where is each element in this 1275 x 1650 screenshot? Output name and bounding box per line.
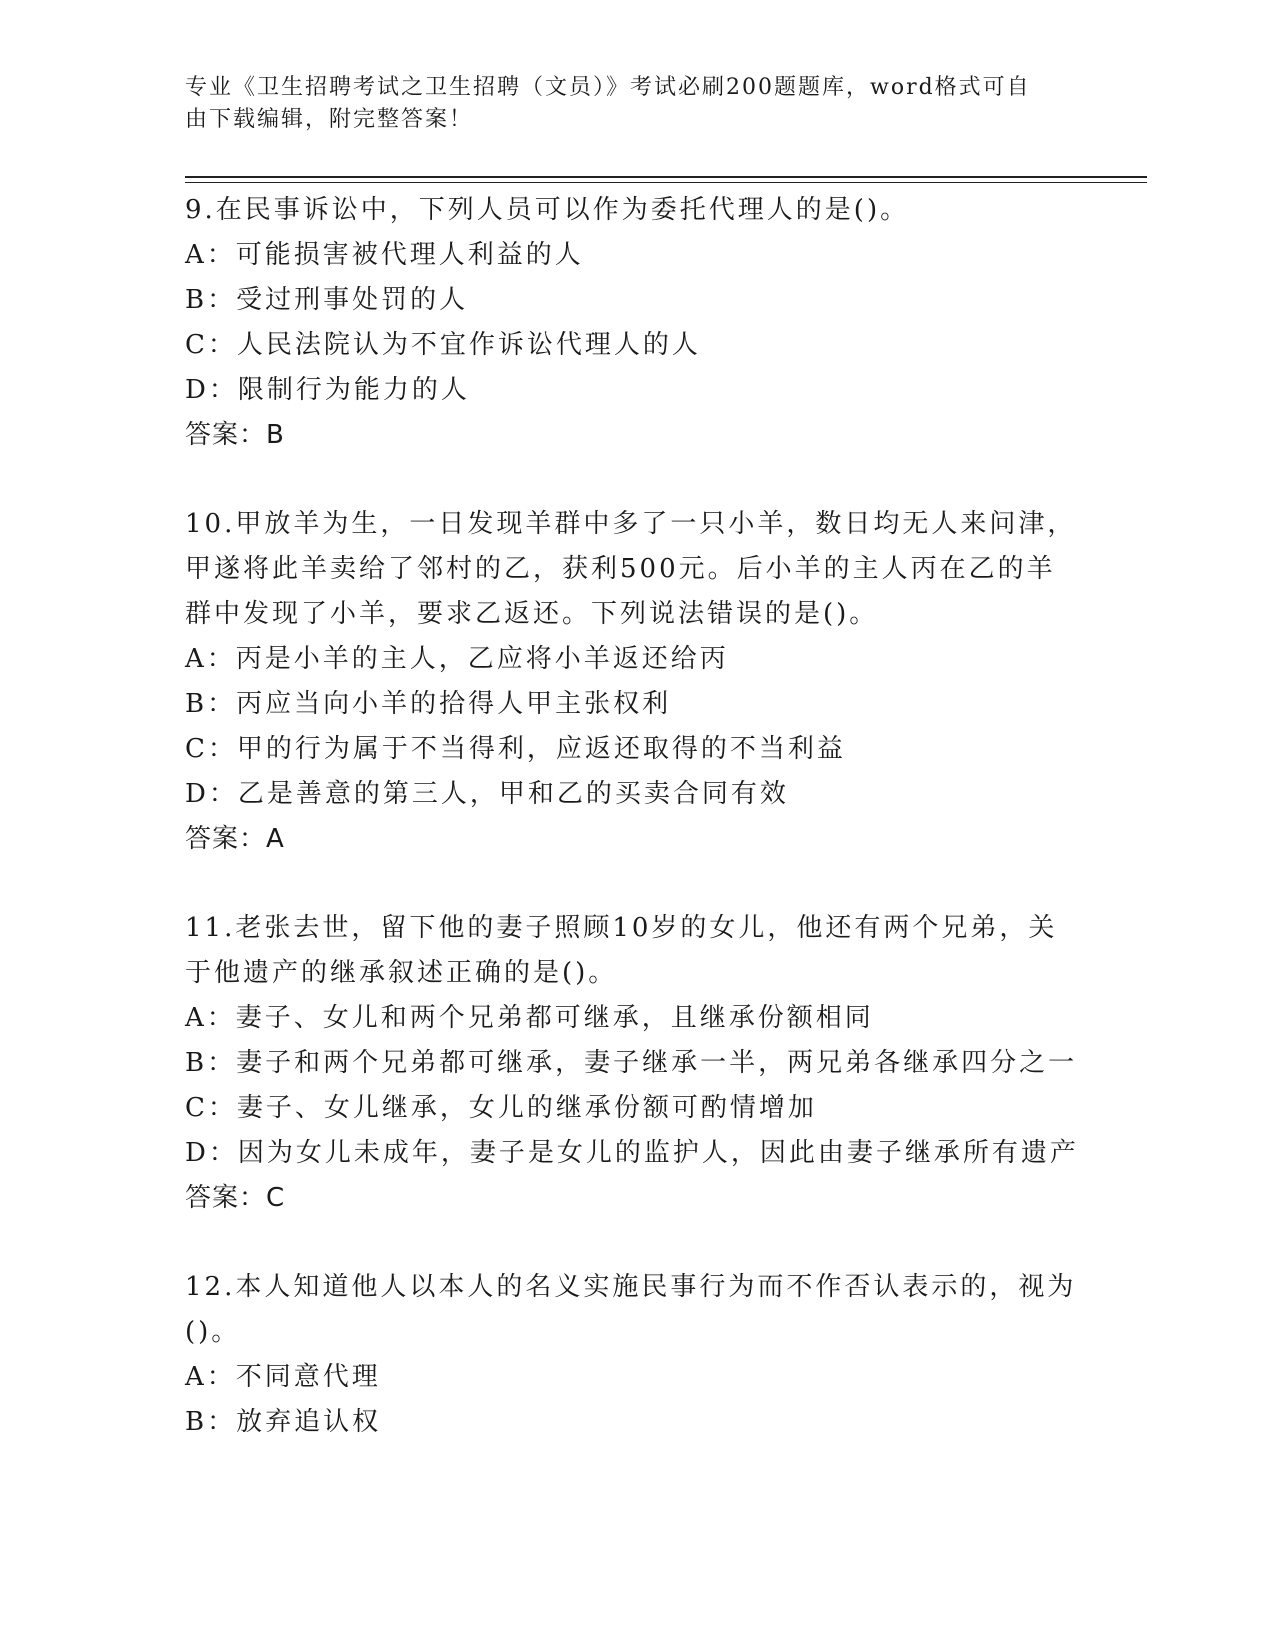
option-a: A：妻子、女儿和两个兄弟都可继承，且继承份额相同 [185,1003,874,1033]
question-text-line-1: 12.本人知道他人以本人的名义实施民事行为而不作否认表示的，视为 [185,1272,1077,1302]
questions-list [185,188,1085,1489]
question-9 [185,188,1085,458]
option-b: B：丙应当向小羊的拾得人甲主张权利 [185,689,672,719]
question-text-line-2: ()。 [185,1317,241,1347]
header-title-line-2: 由下载编辑，附完整答案！ [185,107,474,132]
option-b: B：放弃追认权 [185,1407,382,1437]
question-text-line-1: 11.老张去世，留下他的妻子照顾10岁的女儿，他还有两个兄弟，关 [185,913,1058,943]
option-c: C：甲的行为属于不当得利，应返还取得的不当利益 [185,734,846,764]
option-b: B：妻子和两个兄弟都可继承，妻子继承一半，两兄弟各继承四分之一 [185,1048,1078,1078]
question-text-line-2: 甲遂将此羊卖给了邻村的乙，获利500元。后小羊的主人丙在乙的羊 [185,554,1056,584]
header-rule-thin [185,182,1147,183]
header-title-line-1: 专业《卫生招聘考试之卫生招聘（文员）》考试必刷200题题库，word格式可自 [185,75,1031,100]
option-a: A：不同意代理 [185,1362,381,1392]
question-text: 9.在民事诉讼中，下列人员可以作为委托代理人的是()。 [185,195,910,225]
answer: 答案：A [185,824,285,854]
document-header [185,72,1065,136]
question-text-line-1: 10.甲放羊为生，一日发现羊群中多了一只小羊，数日均无人来问津， [185,509,1077,539]
answer: 答案：C [185,1183,286,1213]
option-b: B：受过刑事处罚的人 [185,285,469,315]
question-text-line-2: 于他遗产的继承叙述正确的是()。 [185,958,618,988]
option-c: C：人民法院认为不宜作诉讼代理人的人 [185,330,701,360]
question-11 [185,906,1085,1221]
option-d: D：因为女儿未成年，妻子是女儿的监护人，因此由妻子继承所有遗产 [185,1138,1079,1168]
question-10 [185,502,1085,862]
option-d: D：限制行为能力的人 [185,375,470,405]
option-a: A：可能损害被代理人利益的人 [185,240,584,270]
question-text-line-3: 群中发现了小羊，要求乙返还。下列说法错误的是()。 [185,599,879,629]
header-rule-thick [185,176,1147,178]
answer: 答案：B [185,420,285,450]
option-a: A：丙是小羊的主人，乙应将小羊返还给丙 [185,644,729,674]
option-c: C：妻子、女儿继承，女儿的继承份额可酌情增加 [185,1093,817,1123]
question-12 [185,1265,1085,1445]
option-d: D：乙是善意的第三人，甲和乙的买卖合同有效 [185,779,789,809]
